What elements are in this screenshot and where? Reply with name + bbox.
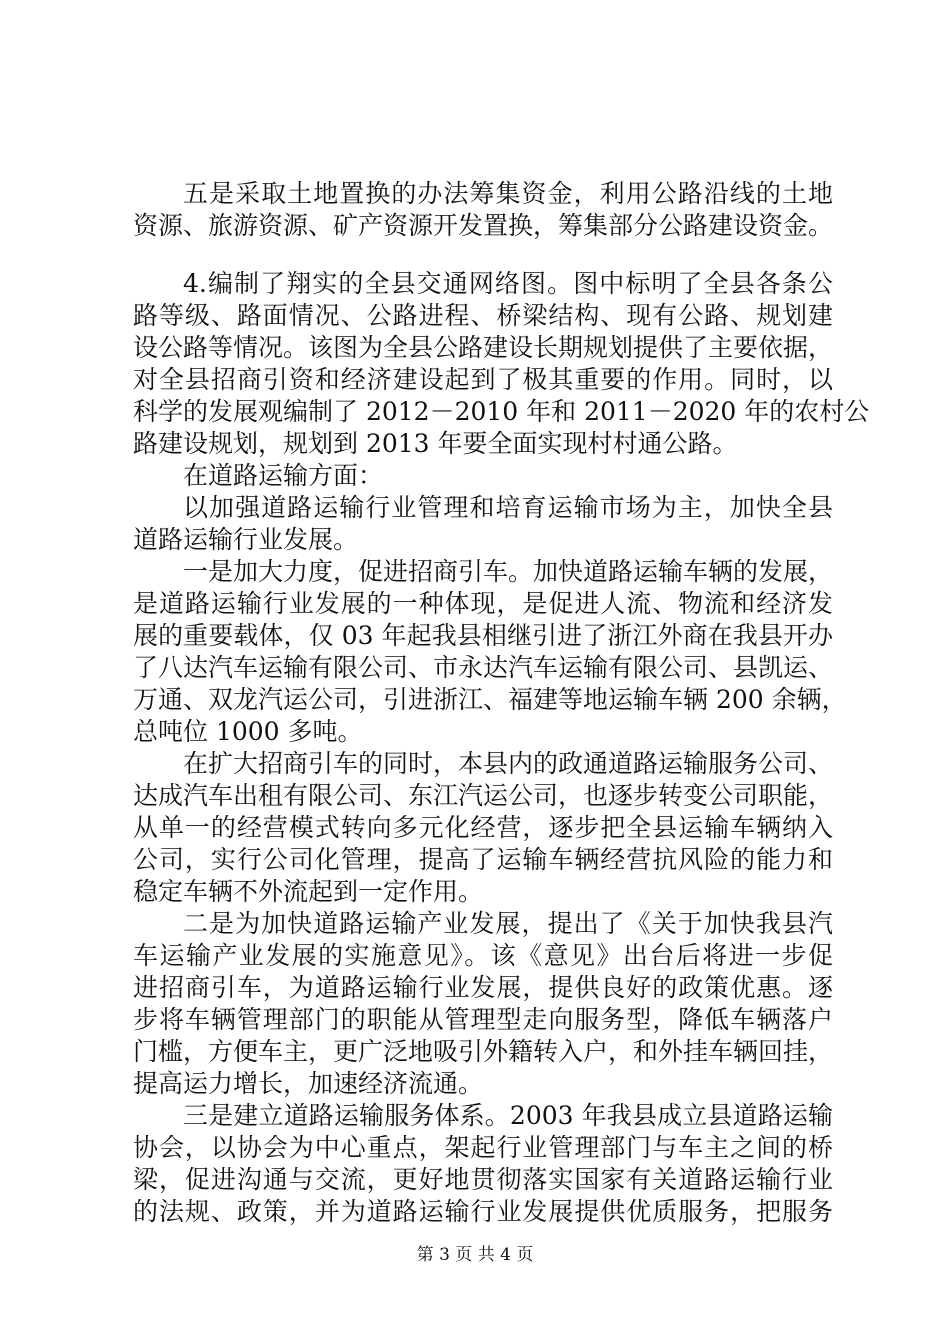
paragraph-line: 了八达汽车运输有限公司、市永达汽车运输有限公司、县凯运、 xyxy=(133,653,834,682)
paragraph-line: 道路运输行业发展。 xyxy=(133,525,359,554)
paragraph-line: 稳定车辆不外流起到一定作用。 xyxy=(133,877,484,906)
paragraph-line: 科学的发展观编制了 2012－2010 年和 2011－2020 年的农村公 xyxy=(133,397,870,426)
section-heading: 在道路运输方面： xyxy=(183,461,384,490)
paragraph-line: 车运输产业发展的实施意见》。该《意见》出台后将进一步促 xyxy=(133,941,833,970)
paragraph-line: 4.编制了翔实的全县交通网络图。图中标明了全县各条公 xyxy=(183,269,833,298)
page-number-footer: 第 3 页 共 4 页 xyxy=(416,1245,534,1265)
paragraph-line: 展的重要载体，仅 03 年起我县相继引进了浙江外商在我县开办 xyxy=(133,621,833,650)
paragraph-line: 步将车辆管理部门的职能从管理型走向服务型，降低车辆落户 xyxy=(133,1005,833,1034)
paragraph-line: 总吨位 1000 多吨。 xyxy=(133,717,363,746)
paragraph-line: 从单一的经营模式转向多元化经营，逐步把全县运输车辆纳入 xyxy=(133,813,833,842)
paragraph-line: 门槛，方便车主，更广泛地吸引外籍转入户，和外挂车辆回挂， xyxy=(133,1037,834,1066)
paragraph-line: 五是采取土地置换的办法筹集资金，利用公路沿线的土地 xyxy=(183,179,833,208)
paragraph-line: 一是加大力度，促进招商引车。加快道路运输车辆的发展， xyxy=(183,557,834,586)
paragraph-line: 达成汽车出租有限公司、东江汽运公司，也逐步转变公司职能， xyxy=(133,781,834,810)
paragraph-line: 路等级、路面情况、公路进程、桥梁结构、现有公路、规划建 xyxy=(133,301,833,330)
paragraph-line: 进招商引车，为道路运输行业发展，提供良好的政策优惠。逐 xyxy=(133,973,833,1002)
paragraph-line: 万通、双龙汽运公司，引进浙江、福建等地运输车辆 200 余辆， xyxy=(133,685,847,714)
paragraph-line: 设公路等情况。该图为全县公路建设长期规划提供了主要依据， xyxy=(133,333,834,362)
paragraph-line: 资源、旅游资源、矿产资源开发置换，筹集部分公路建设资金。 xyxy=(133,211,834,240)
paragraph-line: 路建设规划，规划到 2013 年要全面实现村村通公路。 xyxy=(133,429,738,458)
paragraph-line: 在扩大招商引车的同时，本县内的政通道路运输服务公司、 xyxy=(183,749,834,778)
paragraph-line: 提高运力增长，加速经济流通。 xyxy=(133,1069,484,1098)
paragraph-line: 二是为加快道路运输产业发展，提出了《关于加快我县汽 xyxy=(183,909,833,938)
paragraph-line: 对全县招商引资和经济建设起到了极其重要的作用。同时，以 xyxy=(133,365,833,394)
paragraph-line: 公司，实行公司化管理，提高了运输车辆经营抗风险的能力和 xyxy=(133,845,833,874)
paragraph-line: 协会，以协会为中心重点，架起行业管理部门与车主之间的桥 xyxy=(133,1133,833,1162)
paragraph-line: 以加强道路运输行业管理和培育运输市场为主，加快全县 xyxy=(183,493,833,522)
paragraph-line: 三是建立道路运输服务体系。2003 年我县成立县道路运输 xyxy=(183,1101,833,1130)
paragraph-line: 梁，促进沟通与交流，更好地贯彻落实国家有关道路运输行业 xyxy=(133,1165,833,1194)
paragraph-line: 的法规、政策，并为道路运输行业发展提供优质服务，把服务 xyxy=(133,1197,833,1226)
paragraph-line: 是道路运输行业发展的一种体现，是促进人流、物流和经济发 xyxy=(133,589,833,618)
